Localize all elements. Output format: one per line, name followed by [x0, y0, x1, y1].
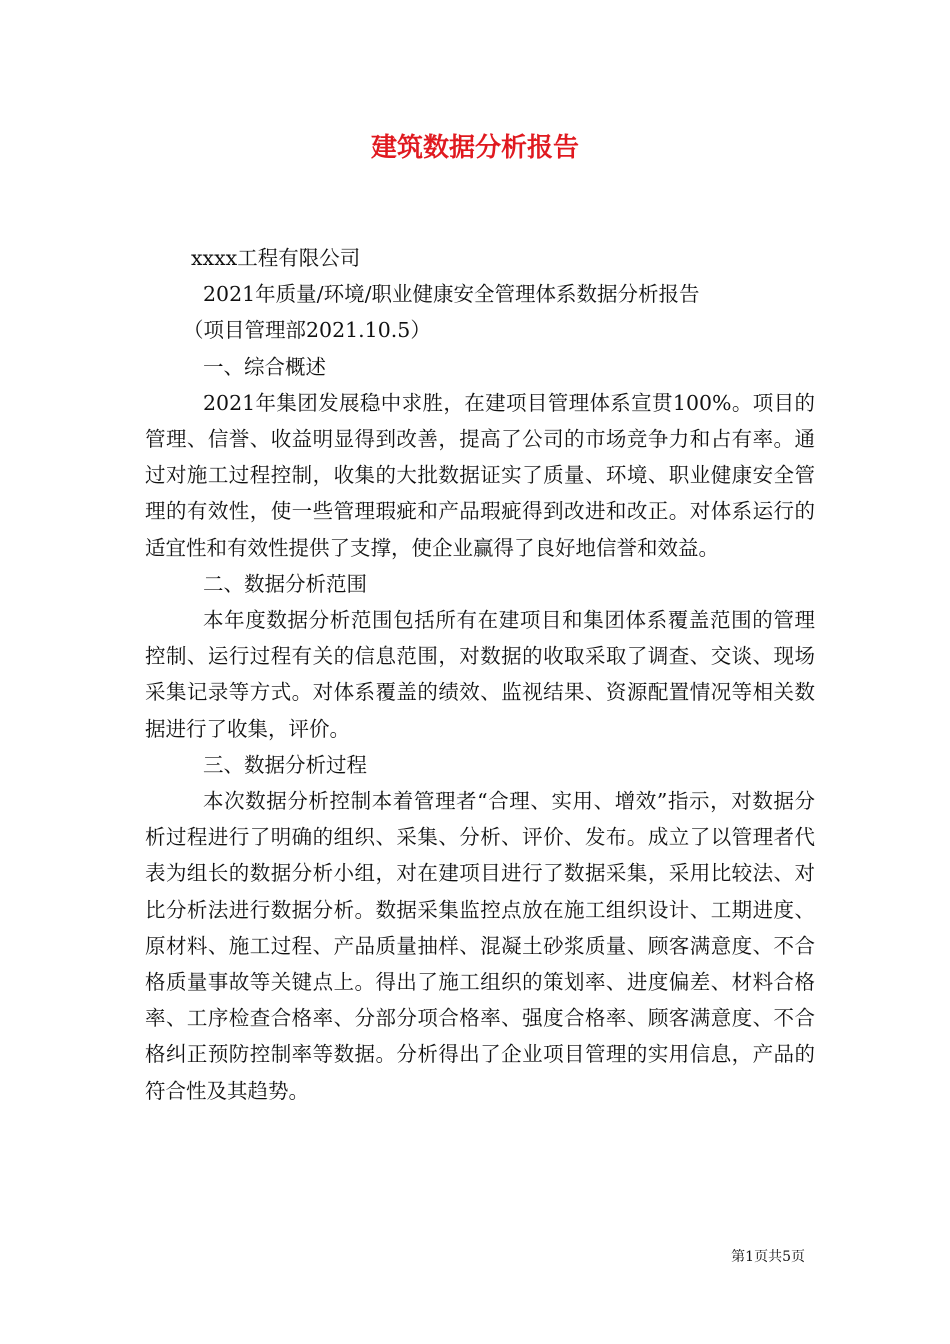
section-heading-scope: 二、数据分析范围	[203, 571, 367, 596]
document-title: 建筑数据分析报告	[370, 133, 579, 163]
document-body	[145, 240, 815, 1109]
section-paragraph-process: 本次数据分析控制本着管理者“合理、实用、增效”指示，对数据分析过程进行了明确的组织、采集、分析、评价、发布。成立了以管理者代表为组长的数据分析小组，对在建项目进行了数据采集，采用比较法、对比分析法进行数据分析。数据采集监控点放在施工组织设计、工期进度、原材料、施工过程、产品质量抽样、混凝土砂浆质量、顾客满意度、不合格质量事故等关键点上。得出了施工组织的策划率、进度偏差、材料合格率、工序检查合格率、分部分项合格率、强度合格率、顾客满意度、不合格纠正预防控制率等数据。分析得出了企业项目管理的实用信息，产品的符合性及其趋势。	[145, 789, 815, 1103]
section-paragraph-scope: 本年度数据分析范围包括所有在建项目和集团体系覆盖范围的管理控制、运行过程有关的信息范围，对数据的收取采取了调查、交谈、现场采集记录等方式。对体系覆盖的绩效、监视结果、资源配置情况等相关数据进行了收集，评价。	[145, 608, 815, 741]
section-heading-process: 三、数据分析过程	[203, 752, 367, 777]
section-heading-overview: 一、综合概述	[203, 354, 326, 379]
section-paragraph-overview: 2021年集团发展稳中求胜，在建项目管理体系宣贯100%。项目的管理、信誉、收益明显得到改善，提高了公司的市场竞争力和占有率。通过对施工过程控制，收集的大批数据证实了质量、环境、职业健康安全管理的有效性，使一些管理瑕疵和产品瑕疵得到改进和改正。对体系运行的适宜性和有效性提供了支撑，使企业赢得了良好地信誉和效益。	[145, 390, 815, 560]
page-number-footer: 第1页共5页	[731, 1249, 805, 1265]
company-name: xxxx工程有限公司	[191, 246, 361, 270]
report-department-date: （项目管理部2021.10.5）	[183, 318, 431, 343]
report-subtitle: 2021年质量/环境/职业健康安全管理体系数据分析报告	[203, 282, 700, 307]
